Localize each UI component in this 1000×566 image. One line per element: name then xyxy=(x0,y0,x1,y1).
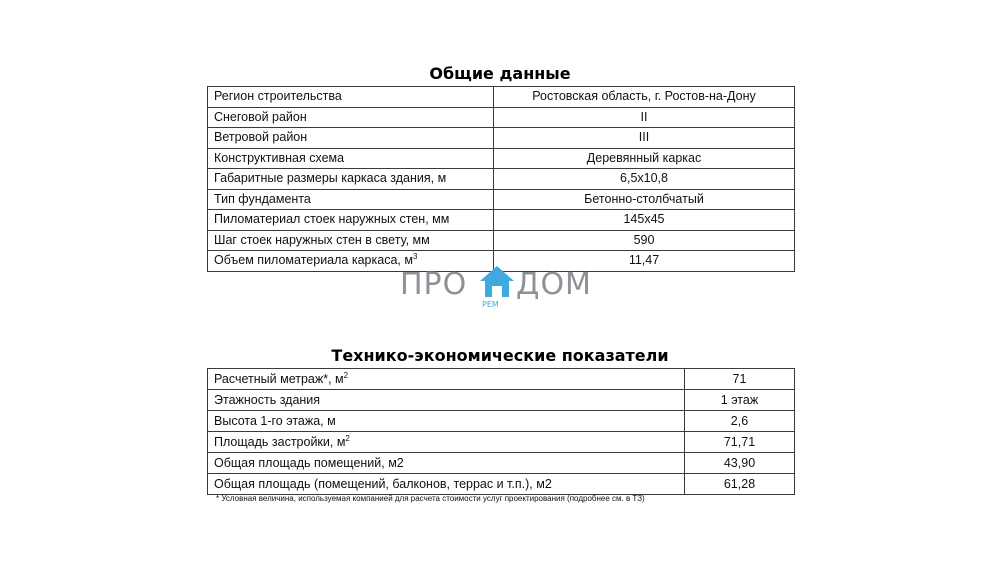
row-value: 43,90 xyxy=(685,453,795,474)
table-row xyxy=(208,210,795,231)
row-value: 11,47 xyxy=(494,251,795,272)
house-icon xyxy=(478,264,516,300)
table-row xyxy=(208,474,795,495)
row-label: Объем пиломатериала каркаса, $м^3$ xyxy=(208,251,494,272)
table-row xyxy=(208,169,795,190)
row-label: Высота 1-го этажа, м xyxy=(208,411,685,432)
row-value: 1 этаж xyxy=(685,390,795,411)
row-label: Пиломатериал стоек наружных стен, мм xyxy=(208,210,494,231)
table-row xyxy=(208,453,795,474)
row-value: III xyxy=(494,128,795,149)
row-value: 2,6 xyxy=(685,411,795,432)
row-label: Площадь застройки, $м^2$ xyxy=(208,432,685,453)
row-label: Общая площадь помещений, м2 xyxy=(208,453,685,474)
table-row xyxy=(208,411,795,432)
row-label: Этажность здания xyxy=(208,390,685,411)
row-value: 61,28 xyxy=(685,474,795,495)
row-label: Снеговой район xyxy=(208,107,494,128)
logo-text-right: ДОМ xyxy=(516,267,592,302)
row-value: 590 xyxy=(494,230,795,251)
row-label: Конструктивная схема xyxy=(208,148,494,169)
tech-indicators-table xyxy=(207,368,795,495)
row-label: Расчетный метраж*, $м^2$ xyxy=(208,369,685,390)
logo-subtext: РЕМ xyxy=(482,300,499,309)
row-label: Общая площадь (помещений, балконов, террас и т.п.), м2 xyxy=(208,474,685,495)
watermark-logo xyxy=(400,262,600,312)
table-row xyxy=(208,107,795,128)
row-value: 145x45 xyxy=(494,210,795,231)
footnote: * Условная величина, используемая компанией для расчета стоимости услуг проектирования (подробнее см. в ТЗ) xyxy=(216,494,645,503)
row-value: 6,5x10,8 xyxy=(494,169,795,190)
table-row xyxy=(208,230,795,251)
row-value: II xyxy=(494,107,795,128)
table-row xyxy=(208,87,795,108)
table-row xyxy=(208,432,795,453)
general-data-table xyxy=(207,86,795,272)
general-data-title: Общие данные xyxy=(429,64,571,83)
table-row xyxy=(208,189,795,210)
row-label: Регион строительства xyxy=(208,87,494,108)
logo-text-left: ПРО xyxy=(400,267,468,302)
tech-indicators-title: Технико-экономические показатели xyxy=(331,346,669,365)
row-label: Тип фундамента xyxy=(208,189,494,210)
row-value: Деревянный каркас xyxy=(494,148,795,169)
table-row xyxy=(208,148,795,169)
row-label: Шаг стоек наружных стен в свету, мм xyxy=(208,230,494,251)
row-label: Ветровой район xyxy=(208,128,494,149)
table-row xyxy=(208,369,795,390)
table-row xyxy=(208,128,795,149)
row-value: 71 xyxy=(685,369,795,390)
row-value: Ростовская область, г. Ростов-на-Дону xyxy=(494,87,795,108)
row-label: Габаритные размеры каркаса здания, м xyxy=(208,169,494,190)
table-row xyxy=(208,390,795,411)
row-value: Бетонно-столбчатый xyxy=(494,189,795,210)
row-value: 71,71 xyxy=(685,432,795,453)
